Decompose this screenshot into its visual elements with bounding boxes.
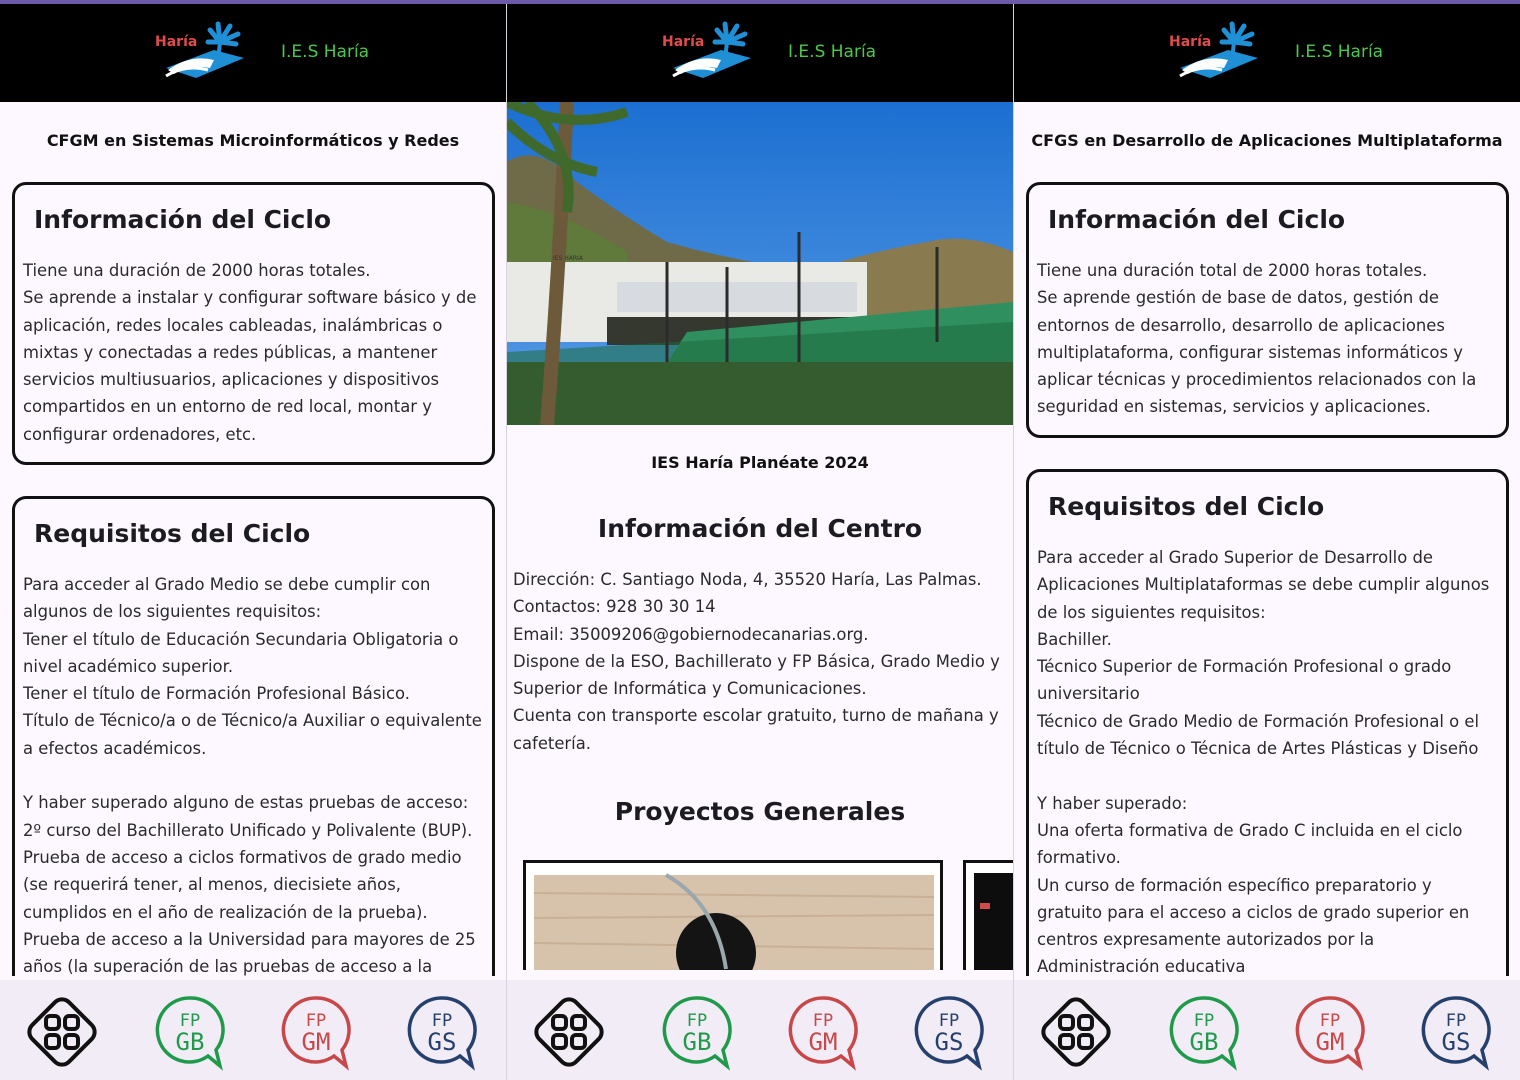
project-card[interactable]: [523, 860, 943, 970]
fp-gb-chat-icon: [152, 992, 228, 1072]
fp-gm-chat-icon: [278, 992, 354, 1072]
app-title: I.E.S Haría: [1295, 42, 1384, 62]
info-heading: Información del Ciclo: [1048, 205, 1346, 234]
photo-caption: IES Haría Planéate 2024: [651, 453, 869, 472]
centro-heading: Información del Centro: [597, 514, 923, 543]
centro-body: Dirección: C. Santiago Noda, 4, 35520 Haría, Las Palmas. Contactos: 928 30 30 14 Email: 35009206@gobiernodecanarias.org. Dispone de la ESO, Bachillerato y FP Básica, Grado Medio y Superior de Informática y Comunicaciones. Cuenta con transporte escolar gratuito, turno de mañana y cafetería.: [513, 570, 1000, 753]
nav-fpgb-button[interactable]: [1166, 992, 1242, 1072]
svg-text:FP: FP: [305, 1011, 327, 1031]
school-photo: [507, 102, 1013, 425]
info-body: Tiene una duración total de 2000 horas totales. Se aprende gestión de base de datos, gestión de entornos de desarrollo, desarrollo de aplicaciones multiplataforma, configurar sistemas informáticos y aplicar técnicas y procedimientos relacionados con la seguridad en sistemas, servicios y aplicaciones.: [1037, 261, 1477, 417]
info-card: [1026, 182, 1509, 438]
screen-cfgs: [1014, 4, 1520, 1080]
grid-home-icon: [531, 992, 607, 1072]
nav-fpgb-button[interactable]: [152, 992, 228, 1072]
app-header: [507, 4, 1013, 102]
grid-home-icon: [1038, 992, 1114, 1072]
svg-text:FP: FP: [938, 1011, 960, 1031]
nav-fpgs-button[interactable]: [911, 992, 987, 1072]
app-logo: [659, 20, 755, 84]
projects-heading: Proyectos Generales: [614, 797, 906, 826]
svg-text:GS: GS: [934, 1028, 964, 1056]
requirements-heading: Requisitos del Ciclo: [34, 519, 311, 548]
app-logo: [1166, 20, 1262, 84]
svg-text:GB: GB: [175, 1028, 205, 1056]
fp-gb-chat-icon: [1166, 992, 1242, 1072]
info-heading: Información del Ciclo: [34, 205, 332, 234]
logo-text: Haría: [155, 34, 198, 50]
app-header: [1014, 4, 1520, 102]
bottom-nav: [0, 980, 506, 1080]
bottom-nav: [1014, 980, 1520, 1080]
fp-gb-chat-icon: [659, 992, 735, 1072]
svg-text:GB: GB: [682, 1028, 712, 1056]
svg-text:FP: FP: [686, 1011, 708, 1031]
fp-gs-chat-icon: [911, 992, 987, 1072]
requirements-heading: Requisitos del Ciclo: [1048, 492, 1325, 521]
nav-home-button[interactable]: [531, 992, 607, 1072]
svg-text:FP: FP: [1445, 1011, 1467, 1031]
fp-gm-chat-icon: [1292, 992, 1368, 1072]
requirements-card: [12, 496, 495, 976]
svg-text:GM: GM: [808, 1028, 838, 1056]
requirements-card: [1026, 469, 1509, 976]
app-title: I.E.S Haría: [788, 42, 877, 62]
nav-fpgs-button[interactable]: [1418, 992, 1494, 1072]
svg-text:GM: GM: [1315, 1028, 1345, 1056]
nav-home-button[interactable]: [1038, 992, 1114, 1072]
page-title: CFGS en Desarrollo de Aplicaciones Multiplataforma: [1031, 131, 1503, 150]
nav-home-button[interactable]: [24, 992, 100, 1072]
page-title: CFGM en Sistemas Microinformáticos y Redes: [46, 131, 460, 150]
requirements-body: Para acceder al Grado Medio se debe cumplir con algunos de los siguientes requisitos: Tener el título de Educación Secundaria Obligatoria o nivel académico superior. Tener el título de Formación Profesional Básico. Título de Técnico/a o de Técnico/a Auxiliar o equivalente a efectos académicos. Y haber superado alguno de estas pruebas de acceso: 2º curso del Bachillerato Unificado y Polivalente (BUP). Prueba de acceso a ciclos formativos de grado medio (se requerirá tener, al menos, diecisiete años, cumplidos en el año de realización de la prueba). Prueba de acceso a la Universidad para mayores de 25 años (la superación de las pruebas de acceso a la: [23, 575, 482, 977]
svg-text:IES HARIA: IES HARIA: [553, 255, 583, 262]
bottom-nav: [507, 980, 1013, 1080]
project-card[interactable]: [963, 860, 1013, 970]
svg-text:GB: GB: [1189, 1028, 1219, 1056]
app-title: I.E.S Haría: [281, 42, 370, 62]
app-header: [0, 4, 506, 102]
info-card: [12, 182, 495, 465]
nav-fpgm-button[interactable]: [1292, 992, 1368, 1072]
info-body: Tiene una duración de 2000 horas totales. Se aprende a instalar y configurar software básico y de aplicación, redes locales cableadas, inalámbricas o mixtas y conectadas a redes públicas, a mantener servicios multiusuarios, aplicaciones y dispositivos compartidos en un entorno de red local, montar y configurar ordenadores, etc.: [23, 261, 477, 444]
nav-fpgm-button[interactable]: [278, 992, 354, 1072]
svg-text:GM: GM: [301, 1028, 331, 1056]
fp-gs-chat-icon: [404, 992, 480, 1072]
svg-text:FP: FP: [812, 1011, 834, 1031]
requirements-body: Para acceder al Grado Superior de Desarrollo de Aplicaciones Multiplataformas se debe cumplir algunos de los siguientes requisitos: Bachiller. Técnico Superior de Formación Profesional o grado universitario Técnico de Grado Medio de Formación Profesional o el título de Técnico o Técnica de Artes Plásticas y Diseño Y haber superado: Una oferta formativa de Grado C incluida en el ciclo formativo. Un curso de formación específico preparatorio y gratuito para el acceso a ciclos de grado superior en centros expresamente autorizados por la Administración educativa: [1037, 548, 1490, 977]
svg-text:FP: FP: [1193, 1011, 1215, 1031]
screen-cfgm: [0, 4, 506, 1080]
fp-gm-chat-icon: [785, 992, 861, 1072]
nav-fpgm-button[interactable]: [785, 992, 861, 1072]
nav-fpgb-button[interactable]: [659, 992, 735, 1072]
svg-text:FP: FP: [179, 1011, 201, 1031]
svg-text:FP: FP: [431, 1011, 453, 1031]
app-logo: [152, 20, 248, 84]
fp-gs-chat-icon: [1418, 992, 1494, 1072]
project-image: [966, 863, 1013, 970]
project-image: [526, 863, 940, 970]
svg-text:GS: GS: [1441, 1028, 1471, 1056]
logo-text: Haría: [1169, 34, 1212, 50]
svg-text:GS: GS: [427, 1028, 457, 1056]
screen-home: [507, 4, 1013, 1080]
grid-home-icon: [24, 992, 100, 1072]
nav-fpgs-button[interactable]: [404, 992, 480, 1072]
logo-text: Haría: [662, 34, 705, 50]
svg-text:FP: FP: [1319, 1011, 1341, 1031]
